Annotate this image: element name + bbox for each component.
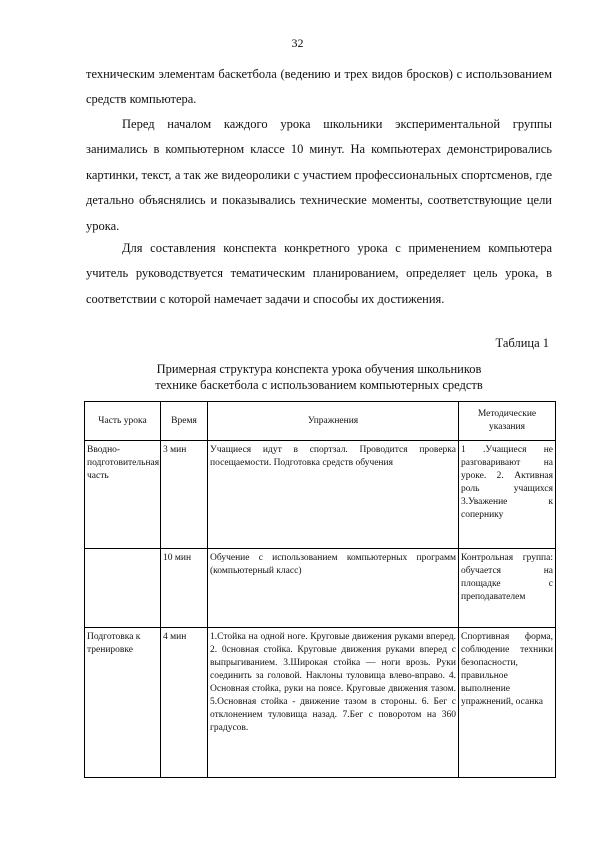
table-title-line-2: технике баскетбола с использованием компьютерных средств xyxy=(155,378,483,392)
table-header-row xyxy=(85,402,556,441)
table-label: Таблица 1 xyxy=(495,336,549,350)
paragraph-2: Перед началом каждого урока школьники экспериментальной группы занимались в компьютерном классе 10 минут. На компьютерах демонстрировались картинки, текст, а так же видеоролики с участием профессиональных спортсменов, где детально объяснялись и показывались технические моменты, соответствующие цели урока. xyxy=(86,117,552,233)
paragraph-3: Для составления конспекта конкретного урока с применением компьютера учитель руководствуется тематическим планированием, определяет цель урока, в соответствии с которой намечает задачи и способы их достижения. xyxy=(86,241,552,306)
cell-exercises: Обучение с использованием компьютерных программ (компьютерный класс) xyxy=(208,549,459,628)
header-methods: Методические указания xyxy=(459,402,556,441)
header-exercises: Упражнения xyxy=(208,402,459,441)
paragraph-1: техническим элементам баскетбола (ведению и трех видов бросков) с использованием средств компьютера. xyxy=(86,67,552,107)
cell-exercises: Учащиеся идут в спортзал. Проводится проверка посещаемости. Подготовка средств обучения xyxy=(208,441,459,549)
cell-exercises: 1.Стойка на одной ноге. Круговые движения руками вперед. 2. 0сновная стойка. Круговые движения руками вперед с выпрыгиванием. 3.Широкая стойка — ноги врозь. Руки соединить за головой. Наклоны туловища влево-вправо. 4. Основная стойка, руки на поясе. Круговые движения тазом. 5.Основная стойка - движение тазом в стороны. 6. Бег с отклонением туловища назад. 7.Бег с поворотом на 360 градусов. xyxy=(208,628,459,778)
cell-methods: Спортивная форма, соблюдение техники безопасности, правильное выполнение упражнений, осанка xyxy=(459,628,556,778)
table-title-line-1: Примерная структура конспекта урока обучения школьников xyxy=(156,362,482,376)
cell-time: 3 мин xyxy=(161,441,208,549)
cell-part xyxy=(85,549,161,628)
table-row xyxy=(85,549,556,628)
cell-methods: Контрольная группа: обучается на площадке с преподавателем xyxy=(459,549,556,628)
cell-part: Подготовка к тренировке xyxy=(85,628,161,778)
lesson-structure-table xyxy=(84,401,556,778)
cell-time: 10 мин xyxy=(161,549,208,628)
header-part: Часть урока xyxy=(85,402,161,441)
cell-part: Вводно-подготовительная часть xyxy=(85,441,161,549)
table-row xyxy=(85,441,556,549)
cell-methods: 1 .Учащиеся не разговаривают на уроке. 2. Активная роль учащихся 3.Уважение к сопернику xyxy=(459,441,556,549)
table-row xyxy=(85,628,556,778)
cell-time: 4 мин xyxy=(161,628,208,778)
table-title xyxy=(86,361,552,393)
page-number: 32 xyxy=(291,36,304,50)
header-time: Время xyxy=(161,402,208,441)
